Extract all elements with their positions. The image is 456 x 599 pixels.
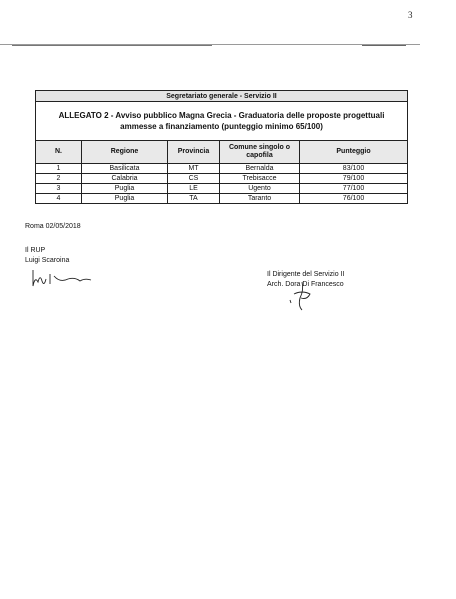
- column-header: Comune singolo o capofila: [220, 141, 300, 164]
- scan-edge-line-short: [362, 45, 406, 46]
- director-name: Arch. Dora Di Francesco: [267, 281, 344, 288]
- table-row: [36, 174, 408, 184]
- column-header-row: [36, 141, 408, 164]
- table-row: [36, 184, 408, 194]
- table-row: [36, 164, 408, 174]
- table-cell: Trebisacce: [220, 174, 300, 184]
- table-title: ALLEGATO 2 - Avviso pubblico Magna Grecia - Graduatoria delle proposte progettuali ammesse a finanziamento (punteggio minimo 65/100): [36, 102, 408, 141]
- director-signature: [282, 276, 322, 312]
- rup-signature: [27, 266, 107, 292]
- table-cell: Puglia: [82, 184, 168, 194]
- table-cell: 3: [36, 184, 82, 194]
- table-cell: Ugento: [220, 184, 300, 194]
- rup-role: Il RUP: [25, 247, 46, 254]
- table-cell: TA: [168, 194, 220, 204]
- column-header: Punteggio: [300, 141, 408, 164]
- table-cell: CS: [168, 174, 220, 184]
- table-cell: Puglia: [82, 194, 168, 204]
- column-header: Provincia: [168, 141, 220, 164]
- ranking-table: [35, 90, 408, 204]
- table-cell: 76/100: [300, 194, 408, 204]
- table-cell: 79/100: [300, 174, 408, 184]
- table-cell: LE: [168, 184, 220, 194]
- place-date: Roma 02/05/2018: [25, 223, 81, 230]
- column-header: N.: [36, 141, 82, 164]
- table-cell: 83/100: [300, 164, 408, 174]
- table-row: [36, 194, 408, 204]
- table-cell: Basilicata: [82, 164, 168, 174]
- rup-block: [25, 246, 69, 266]
- table-cell: MT: [168, 164, 220, 174]
- table-cell: Calabria: [82, 174, 168, 184]
- director-role: Il Dirigente del Servizio II: [267, 271, 345, 278]
- rup-name: Luigi Scaroina: [25, 257, 70, 264]
- table-cell: Bernalda: [220, 164, 300, 174]
- table-cell: Taranto: [220, 194, 300, 204]
- table-cell: 2: [36, 174, 82, 184]
- table-body: [36, 164, 408, 204]
- page-number: 3: [408, 10, 413, 20]
- table-cell: 1: [36, 164, 82, 174]
- table-cell: 4: [36, 194, 82, 204]
- table-header-band: Segretariato generale - Servizio II: [36, 91, 408, 102]
- column-header: Regione: [82, 141, 168, 164]
- scan-edge-line-dark: [12, 45, 212, 46]
- table-cell: 77/100: [300, 184, 408, 194]
